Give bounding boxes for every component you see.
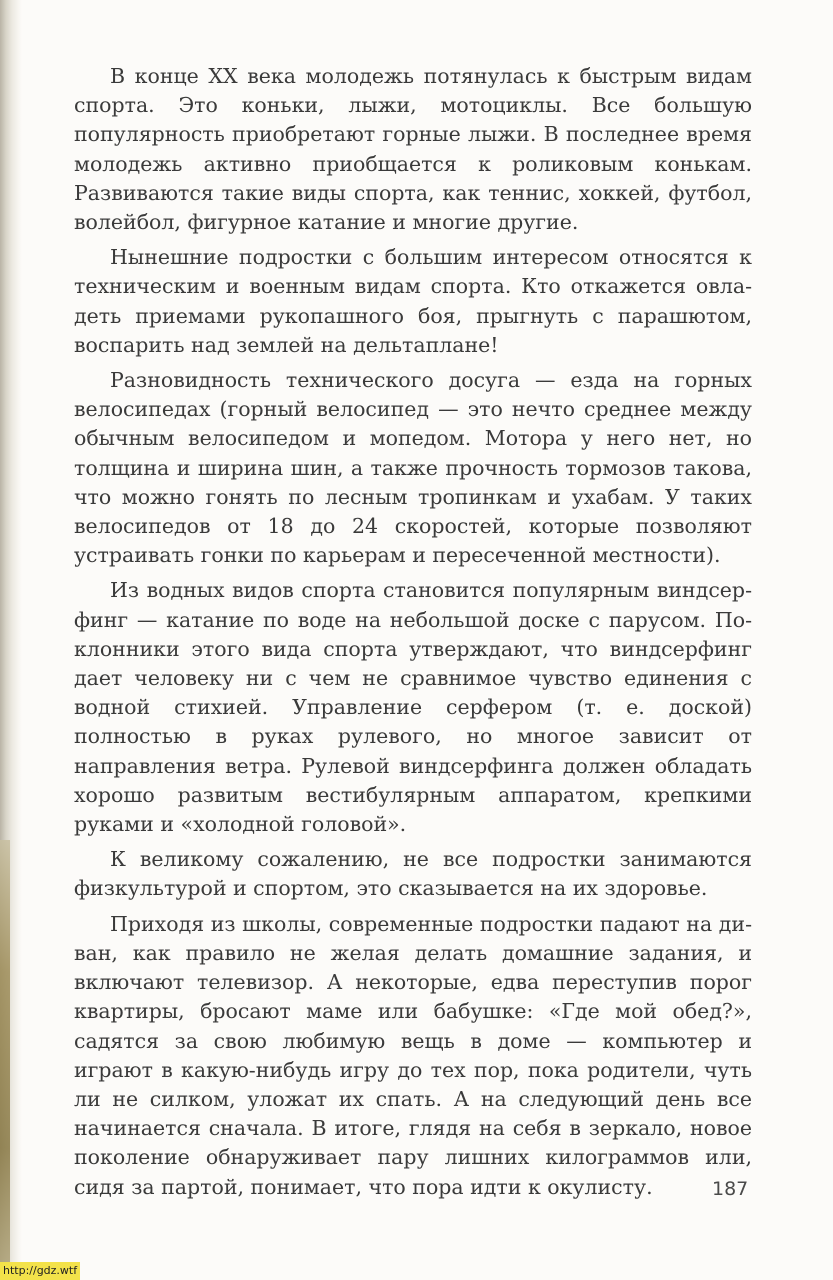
paragraph-1: В конце XX века молодежь потянулась к быстрым видам спорта. Это коньки, лыжи, мотоциклы. Все большую популярность приобретают горные лыжи. В последнее время молодежь активно приобщается к роликовым конькам. Развиваются такие виды спорта, как теннис, хоккей, футбол, волейбол, фигурное катание и многие другие.	[74, 64, 752, 235]
page-number: 187	[712, 1178, 749, 1200]
page-edge-stain	[0, 840, 10, 1280]
watermark-link[interactable]: http://gdz.wtf	[0, 1262, 80, 1280]
paragraph-6: Приходя из школы, современные подростки падают на диван, как правило не желая делать домашние задания, и включают телевизор. А некоторые, едва переступив порог квартиры, бросают маме или бабушке: «Где мой обед?», садятся за свою любимую вещь в доме — компьютер и играют в какую-нибудь игру до тех пор, пока родители, чуть ли не силком, уложат их спать. А на следующий день все начинается сначала. В итоге, глядя на себя в зеркало, новое поколение обнаруживает пару лишних килограммов или, сидя за партой, понимает, что пора идти к окулисту.	[74, 911, 752, 1199]
paragraph-5: К великому сожалению, не все подростки занимаются физкультурой и спортом, это сказывается на их здоровье.	[74, 847, 752, 901]
body-text	[74, 62, 752, 1208]
paragraph-2: Нынешние подростки с большим интересом относятся к техническим и военным видам спорта. Кто откажется овладеть приемами рукопашного боя, прыгнуть с парашютом, воспарить над землей на дельтаплане!	[74, 245, 752, 357]
paragraph-3: Разновидность технического досуга — езда на горных велосипедах (горный велосипед — это нечто среднее между обычным велосипедом и мопедом. Мотора у него нет, но толщина и ширина шин, а также прочность тормозов такова, что можно гонять по лесным тропинкам и ухабам. У таких велосипедов от 18 до 24 скоростей, которые позволяют устраивать гонки по карьерам и пересеченной местности).	[74, 368, 752, 568]
paragraph-4: Из водных видов спорта становится популярным виндсерфинг — катание по воде на небольшой доске с парусом. Поклонники этого вида спорта утверждают, что виндсерфинг дает человеку ни с чем не сравнимое чувство единения с водной стихией. Управление серфером (т. е. доской) полностью в руках рулевого, но многое зависит от направления ветра. Рулевой виндсерфинга должен обладать хорошо развитым вестибулярным аппаратом, крепкими руками и «холодной головой».	[74, 578, 752, 837]
